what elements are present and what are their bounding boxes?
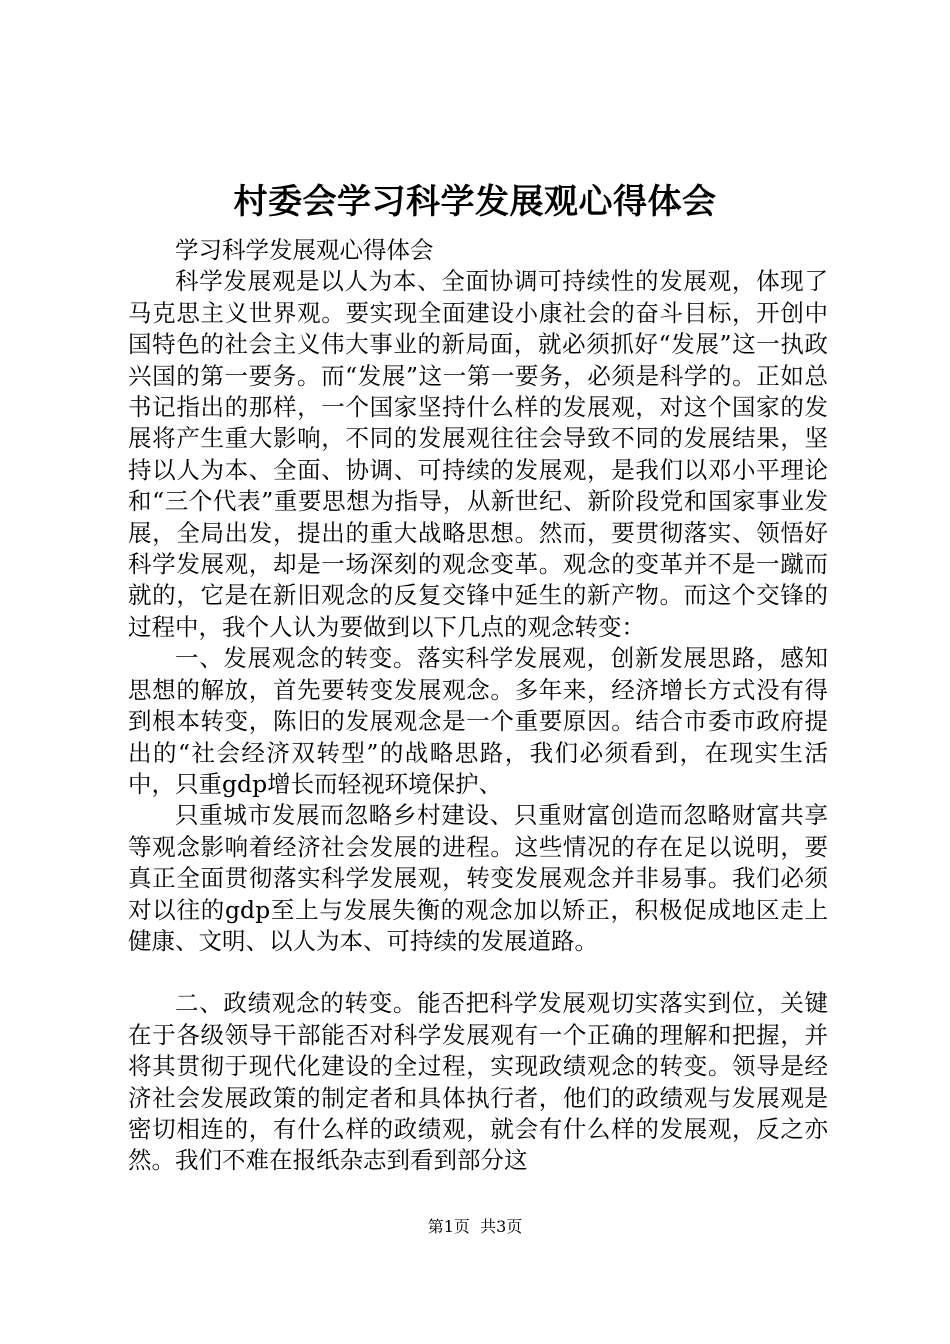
body-paragraph: 二、政绩观念的转变。能否把科学发展观切实落实到位，关键在于各级领导干部能否对科学发展观有一个正确的理解和把握，并将其贯彻于现代化建设的全过程，实现政绩观念的转变。领导是经济社会发展政策的制定者和具体执行者，他们的政绩观与发展观是密切相连的，有什么样的政绩观，就会有什么样的发展观，反之亦然。我们不难在报纸杂志到看到部分这 (128, 989, 828, 1175)
body-paragraph: 一、发展观念的转变。落实科学发展观，创新发展思路，感知思想的解放，首先要转变发展观念。多年来，经济增长方式没有得到根本转变，陈旧的发展观念是一个重要原因。结合市委市政府提出的“社会经济双转型”的战略思路，我们必须看到，在现实生活中，只重gdp增长而轻视环境保护、 (128, 644, 828, 798)
body-paragraph: 只重城市发展而忽略乡村建设、只重财富创造而忽略财富共享等观念影响着经济社会发展的进程。这些情况的存在足以说明，要真正全面贯彻落实科学发展观，转变发展观念并非易事。我们必须对以往的gdp至上与发展失衡的观念加以矫正，积极促成地区走上健康、文明、以人为本、可持续的发展道路。 (128, 801, 828, 955)
page-number: 第1页 共3页 (427, 1217, 523, 1236)
subtitle-paragraph: 学习科学发展观心得体会 (175, 236, 434, 264)
document-body (128, 235, 828, 1177)
page-footer (0, 1216, 950, 1238)
document-title: 村委会学习科学发展观心得体会 (233, 182, 717, 222)
body-paragraph: 科学发展观是以人为本、全面协调可持续性的发展观，体现了马克思主义世界观。要实现全面建设小康社会的奋斗目标，开创中国特色的社会主义伟大事业的新局面，就必须抓好“发展”这一执政兴国的第一要务。而“发展”这一第一要务，必须是科学的。正如总书记指出的那样，一个国家坚持什么样的发展观，对这个国家的发展将产生重大影响，不同的发展观往往会导致不同的发展结果，坚持以人为本、全面、协调、可持续的发展观，是我们以邓小平理论和“三个代表”重要思想为指导，从新世纪、新阶段党和国家事业发展，全局出发，提出的重大战略思想。然而，要贯彻落实、领悟好科学发展观，却是一场深刻的观念变革。观念的变革并不是一蹴而就的，它是在新旧观念的反复交锋中延生的新产物。而这个交锋的过程中，我个人认为要做到以下几点的观念转变： (128, 267, 828, 641)
